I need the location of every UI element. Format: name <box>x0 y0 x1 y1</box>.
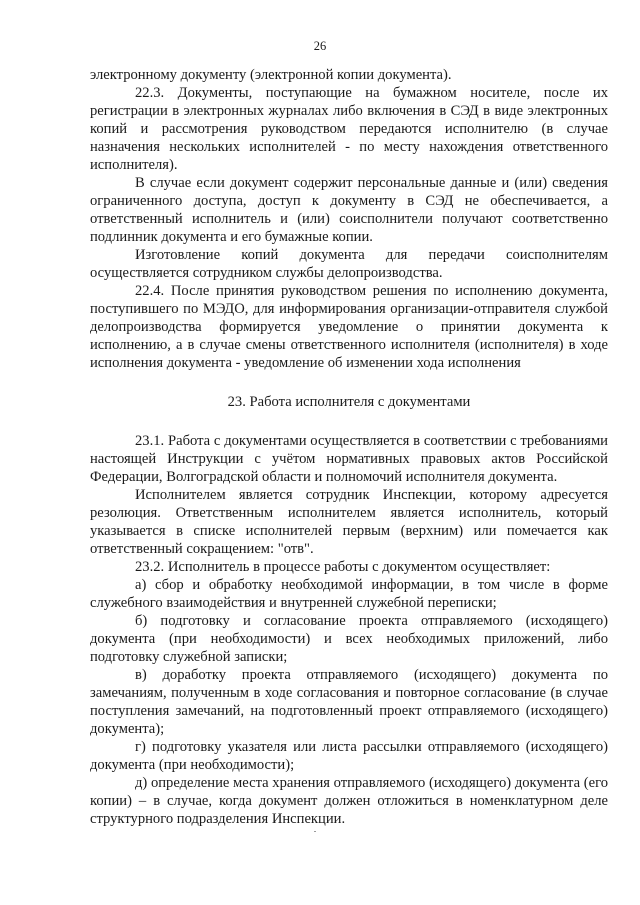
paragraph-continuation: электронному документу (электронной копии документа). <box>90 67 452 83</box>
list-item-a: а) сбор и обработку необходимой информации, в том числе в форме служебного взаимодействия и внутренней служебной переписки; <box>90 577 608 611</box>
section-heading-23: 23. Работа исполнителя с документами <box>227 394 471 410</box>
list-item-b: б) подготовку и согласование проекта отправляемого (исходящего) документа (при необходимости) и всех необходимых приложений, либо подготовку служебной записки; <box>90 613 608 665</box>
list-item-g: г) подготовку указателя или листа рассылки отправляемого (исходящего) документа (при необходимости); <box>90 739 608 773</box>
paragraph-22-4: 22.4. После принятия руководством решения по исполнению документа, поступившего по МЭДО, для информирования организации-отправителя службой делопроизводства формируется уведомление о принятии документа к исполнению, а в случае смены ответственного исполнителя (исполнителя) в ходе исполнения документа - уведомление об изменении хода исполнения <box>90 283 608 371</box>
list-item-v: в) доработку проекта отправляемого (исходящего) документа по замечаниям, полученным в ходе согласования и повторное согласование (в случае поступления замечаний, на подготовленный проект отправляемого (исходящего) документа); <box>90 667 608 737</box>
paragraph-executor-definition: Исполнителем является сотрудник Инспекции, которому адресуется резолюция. Ответственным исполнителем является исполнитель, который указывается в списке исполнителей первым (верхним) или помечается как ответственный сокращением: "отв". <box>90 487 608 557</box>
document-body <box>90 66 608 828</box>
paragraph-personal-data: В случае если документ содержит персональные данные и (или) сведения ограниченного доступа, доступ к документу в СЭД не обеспечивается, а ответственный исполнитель и (или) соисполнители получают соответственно подлинник документа и его бумажные копии. <box>90 175 608 245</box>
paragraph-copies: Изготовление копий документа для передачи соисполнителям осуществляется сотрудником службы делопроизводства. <box>90 247 608 281</box>
list-item-d: д) определение места хранения отправляемого (исходящего) документа (его копии) – в случае, когда документ должен отложиться в номенклатурном деле структурного подразделения Инспекции. <box>90 775 608 827</box>
scan-speck <box>314 831 316 832</box>
paragraph-23-1: 23.1. Работа с документами осуществляется в соответствии с требованиями настоящей Инструкции с учётом нормативных правовых актов Российской Федерации, Волгоградской области и полномочий исполнителя документа. <box>90 433 608 485</box>
page-number: 26 <box>313 39 327 53</box>
paragraph-23-2: 23.2. Исполнитель в процессе работы с документом осуществляет: <box>135 559 551 575</box>
paragraph-22-3: 22.3. Документы, поступающие на бумажном носителе, после их регистрации в электронных журналах либо включения в СЭД в виде электронных копий и рассмотрения руководством передаются исполнителю (в случае назначения нескольких исполнителей - по месту нахождения ответственного исполнителя). <box>90 85 608 173</box>
